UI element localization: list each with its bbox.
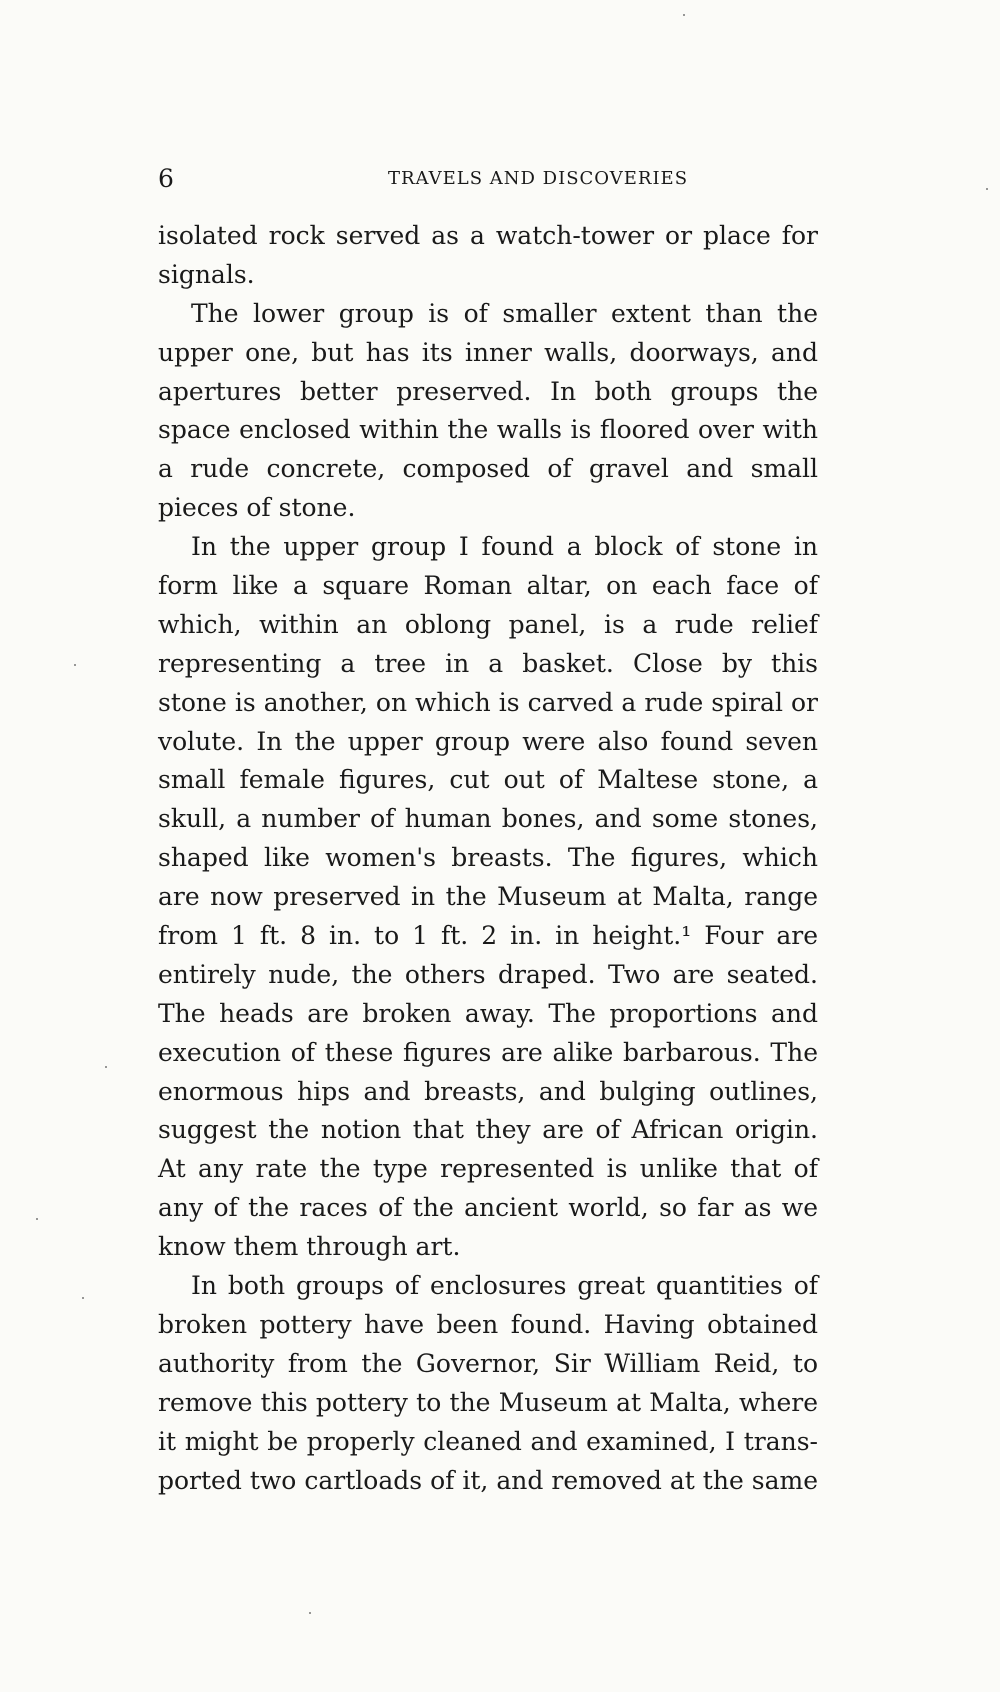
text-line: upper one, but has its inner walls, doorways, and — [158, 337, 818, 367]
text-line: apertures better preserved. In both groups the — [158, 376, 818, 406]
running-head — [158, 162, 818, 196]
scan-speck — [82, 1297, 84, 1299]
text-line: small female figures, cut out of Maltese stone, a — [158, 765, 818, 795]
text-line: isolated rock served as a watch-tower or place for — [158, 221, 818, 250]
text-line: volute. In the upper group were also found seven — [158, 726, 818, 756]
text-line: The lower group is of smaller extent than the — [191, 298, 818, 328]
text-line: pieces of stone. — [158, 493, 356, 523]
scan-speck — [105, 1066, 107, 1068]
text-line: form like a square Roman altar, on each face of — [158, 571, 818, 601]
running-title: TRAVELS AND DISCOVERIES — [387, 168, 689, 189]
text-line: suggest the notion that they are of African origin. — [158, 1115, 818, 1145]
text-line: The heads are broken away. The proportions and — [158, 998, 818, 1028]
text-line: any of the races of the ancient world, so far as we — [158, 1193, 818, 1223]
scan-speck — [74, 664, 76, 666]
text-line: In the upper group I found a block of stone in — [191, 532, 818, 562]
scan-speck — [986, 188, 988, 190]
text-line: authority from the Governor, Sir William Reid, to — [158, 1348, 818, 1378]
text-line: broken pottery have been found. Having obtained — [158, 1309, 818, 1339]
text-line: space enclosed within the walls is floored over with — [158, 415, 818, 445]
body-text — [158, 217, 818, 1500]
scan-speck — [683, 14, 685, 16]
text-line: signals. — [158, 259, 255, 289]
page-number: 6 — [158, 164, 174, 193]
text-line: In both groups of enclosures great quantities of — [191, 1271, 818, 1301]
text-line: it might be properly cleaned and examined, I trans- — [158, 1426, 818, 1456]
text-line: execution of these figures are alike barbarous. The — [158, 1037, 818, 1067]
text-line: entirely nude, the others draped. Two are seated. — [158, 959, 818, 989]
text-line: At any rate the type represented is unlike that of — [158, 1154, 818, 1184]
text-line: enormous hips and breasts, and bulging outlines, — [158, 1076, 818, 1106]
text-line: representing a tree in a basket. Close by this — [158, 648, 818, 678]
text-line: stone is another, on which is carved a rude spiral or — [158, 687, 818, 717]
scan-speck — [36, 1218, 38, 1220]
text-line: remove this pottery to the Museum at Malta, where — [158, 1387, 818, 1417]
text-line: a rude concrete, composed of gravel and small — [158, 454, 818, 484]
scan-speck — [309, 1612, 311, 1614]
text-line: are now preserved in the Museum at Malta, range — [158, 882, 818, 912]
text-line: know them through art. — [158, 1232, 461, 1262]
text-line: ported two cartloads of it, and removed at the same — [158, 1465, 818, 1495]
text-line: shaped like women's breasts. The figures, which — [158, 843, 818, 873]
text-line: which, within an oblong panel, is a rude relief — [158, 609, 818, 639]
text-line: skull, a number of human bones, and some stones, — [158, 804, 818, 834]
text-line: from 1 ft. 8 in. to 1 ft. 2 in. in height.¹ Four are — [158, 921, 818, 951]
